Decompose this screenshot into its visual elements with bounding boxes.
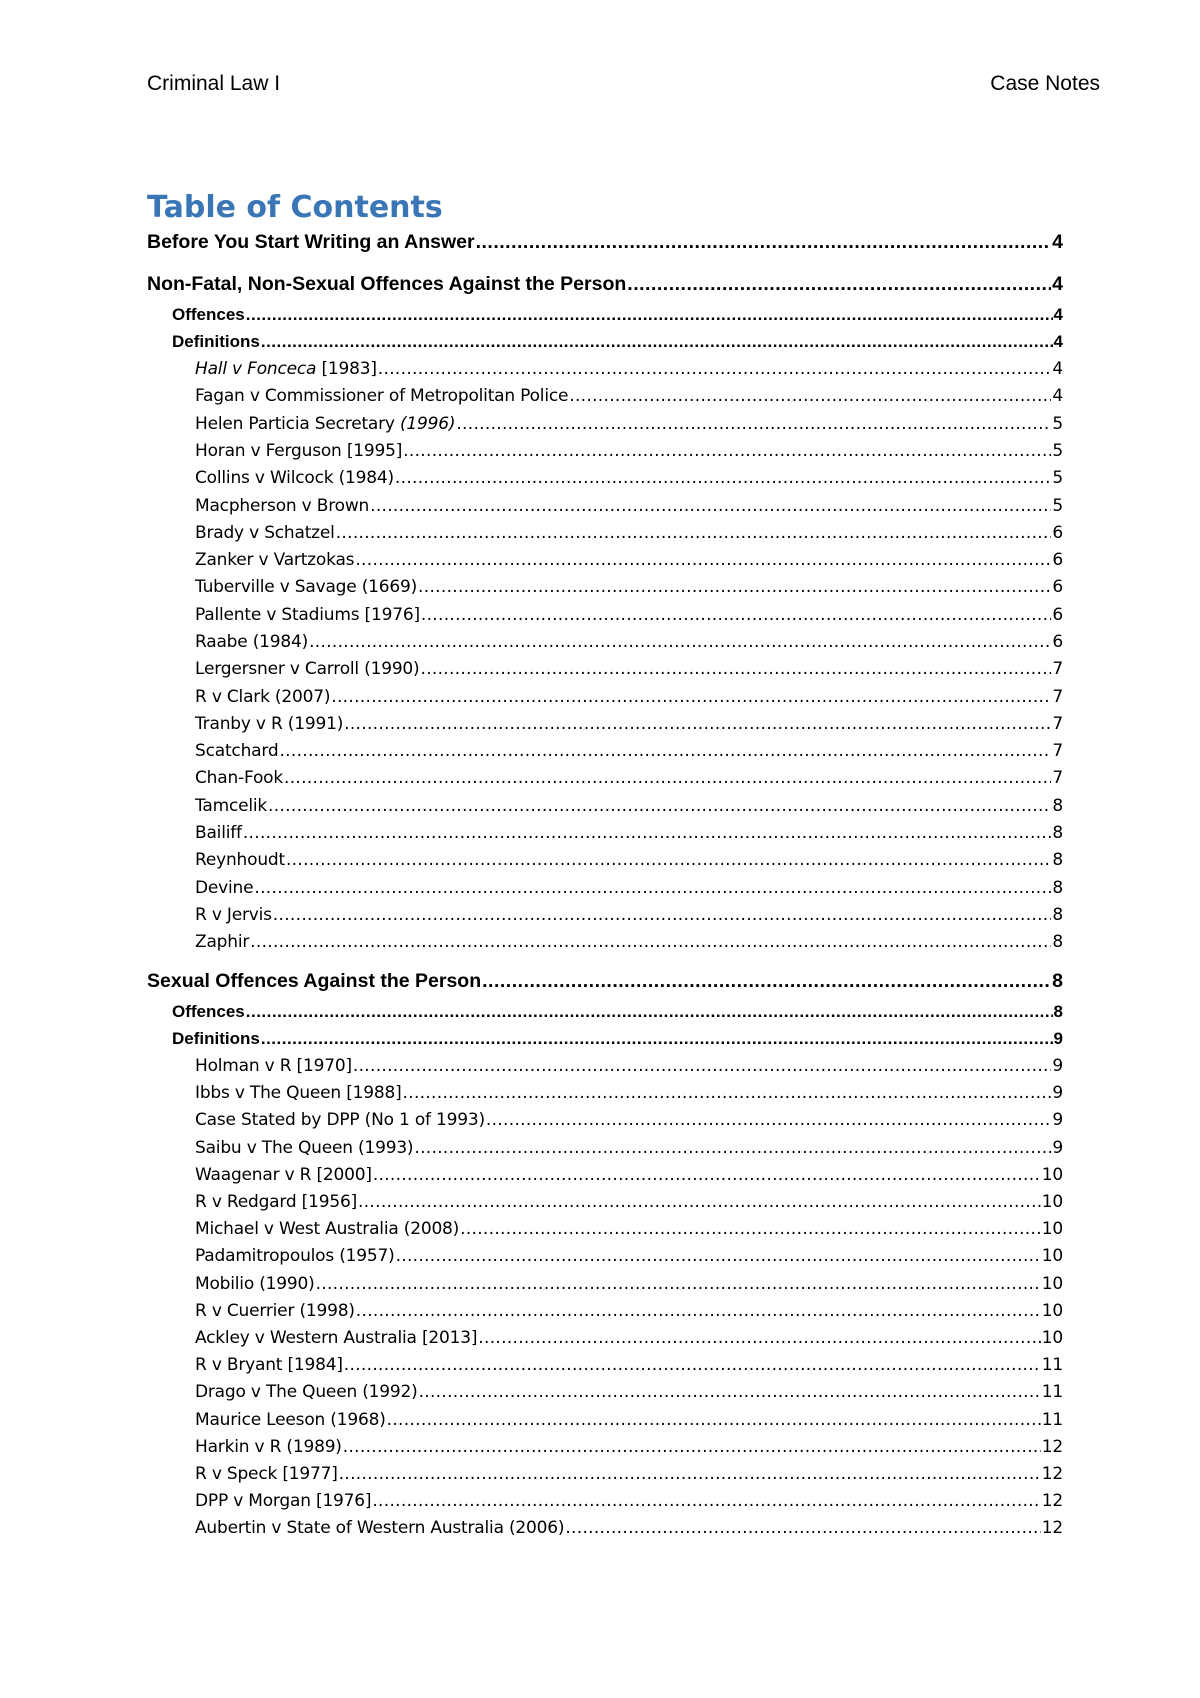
toc-entry[interactable]	[195, 1219, 1063, 1239]
toc-entry[interactable]	[195, 605, 1063, 625]
dot-leader	[419, 1382, 1041, 1402]
toc-entry-page-number: 7	[1052, 741, 1063, 761]
dot-leader	[284, 768, 1051, 788]
toc-entry[interactable]	[195, 768, 1063, 788]
toc-entry-text: Non-Fatal, Non-Sexual Offences Against the Person	[147, 273, 627, 295]
toc-entry-text: Mobilio (1990)	[195, 1274, 315, 1294]
toc-entry-text: Tranby v R (1991)	[195, 714, 344, 734]
toc-entry-title	[195, 1056, 352, 1076]
toc-entry[interactable]	[195, 550, 1063, 570]
toc-entry-text: R v Bryant [1984]	[195, 1355, 343, 1375]
toc-entry-page-number: 6	[1052, 605, 1063, 625]
toc-entry-title	[172, 1029, 260, 1049]
toc-entry-title	[195, 1110, 485, 1130]
toc-entry[interactable]	[195, 932, 1063, 952]
toc-entry-title	[195, 687, 330, 707]
toc-entry-text: Pallente v Stadiums [1976]	[195, 605, 420, 625]
toc-entry-title	[172, 1002, 245, 1022]
toc-entry-page-number: 11	[1041, 1355, 1063, 1375]
toc-entry-title	[195, 1518, 564, 1538]
toc-entry-page-number: 6	[1052, 577, 1063, 597]
toc-entry-page-number: 12	[1041, 1518, 1063, 1538]
toc-entry-title	[195, 577, 417, 597]
toc-entry-text: Tuberville v Savage (1669)	[195, 577, 418, 597]
toc-entry-text: Scatchard	[195, 741, 279, 761]
toc-entry-page-number: 6	[1052, 523, 1063, 543]
dot-leader	[395, 468, 1051, 488]
toc-entry[interactable]	[195, 1274, 1063, 1294]
toc-entry-text: Chan-Fook	[195, 768, 283, 788]
toc-entry-page-number: 9	[1052, 1056, 1063, 1076]
toc-entry[interactable]	[195, 1192, 1063, 1212]
toc-entry-text: Zaphir	[195, 932, 250, 952]
dot-leader	[344, 1355, 1041, 1375]
toc-entry[interactable]	[195, 1491, 1063, 1511]
toc-entry[interactable]	[195, 741, 1063, 761]
toc-entry[interactable]	[195, 523, 1063, 543]
toc-entry-page-number: 8	[1052, 932, 1063, 952]
toc-entry-text: DPP v Morgan [1976]	[195, 1491, 372, 1511]
toc-entry[interactable]	[195, 577, 1063, 597]
toc-entry-title	[147, 273, 626, 296]
toc-entry[interactable]	[195, 1110, 1063, 1130]
toc-entry[interactable]	[195, 905, 1063, 925]
dot-leader	[353, 1056, 1052, 1076]
toc-entry[interactable]	[195, 468, 1063, 488]
toc-entry-text: Collins v Wilcock (1984)	[195, 468, 394, 488]
dot-leader	[482, 970, 1051, 993]
toc-entry[interactable]	[195, 714, 1063, 734]
toc-entry-text: Zanker v Vartzokas	[195, 550, 355, 570]
toc-entry-page-number: 9	[1052, 1110, 1063, 1130]
toc-entry-title	[195, 850, 285, 870]
dot-leader	[356, 1301, 1041, 1321]
toc-entry-title	[195, 1355, 343, 1375]
toc-entry-page-number: 8	[1052, 878, 1063, 898]
dot-leader	[396, 1246, 1041, 1266]
toc-entry[interactable]	[195, 1518, 1063, 1538]
toc-entry-text: Ackley v Western Australia [2013]	[195, 1328, 478, 1348]
toc-entry[interactable]	[195, 1382, 1063, 1402]
dot-leader	[421, 605, 1051, 625]
toc-entry[interactable]	[195, 659, 1063, 679]
dot-leader	[250, 932, 1051, 952]
header-right: Case Notes	[990, 72, 1100, 95]
toc-entry[interactable]	[195, 1464, 1063, 1484]
toc-entry-title	[172, 305, 245, 325]
dot-leader	[279, 741, 1051, 761]
toc-entry[interactable]	[195, 1246, 1063, 1266]
toc-entry-text: Sexual Offences Against the Person	[147, 970, 482, 992]
toc-entry-title	[195, 1165, 372, 1185]
toc-entry[interactable]	[195, 796, 1063, 816]
toc-entry[interactable]	[195, 386, 1063, 406]
toc-entry[interactable]	[195, 1437, 1063, 1457]
toc-entry-page-number: 12	[1041, 1437, 1063, 1457]
toc-entry-page-number: 6	[1052, 550, 1063, 570]
toc-entry-page-number: 4	[1052, 359, 1063, 379]
toc-entry-page-number: 11	[1041, 1410, 1063, 1430]
toc-entry-text: Tamcelik	[195, 796, 268, 816]
toc-entry-page-number: 7	[1052, 659, 1063, 679]
toc-entry-title	[195, 932, 249, 952]
dot-leader	[246, 1002, 1053, 1022]
toc-entry-page-number: 5	[1052, 441, 1063, 461]
dot-leader	[478, 1328, 1040, 1348]
toc-entry-text: R v Clark (2007)	[195, 687, 331, 707]
toc-entry-text: Bailiff	[195, 823, 242, 843]
toc-entry-page-number: 7	[1052, 714, 1063, 734]
toc-entry[interactable]	[195, 1410, 1063, 1430]
toc-entry-title	[195, 632, 308, 652]
toc-entry-text: R v Redgard [1956]	[195, 1192, 358, 1212]
toc-entry-text: Saibu v The Queen (1993)	[195, 1138, 414, 1158]
toc-entry-title	[195, 605, 420, 625]
toc-entry-page-number: 10	[1041, 1246, 1063, 1266]
toc-entry-page-number: 8	[1052, 850, 1063, 870]
toc-entry-title	[195, 1437, 342, 1457]
toc-entry-title	[195, 550, 354, 570]
toc-entry[interactable]	[195, 1056, 1063, 1076]
toc-entry[interactable]	[195, 496, 1063, 516]
toc-entry[interactable]	[195, 1165, 1063, 1185]
toc-entry-title	[195, 1246, 395, 1266]
toc-entry-page-number: 11	[1041, 1382, 1063, 1402]
dot-leader	[569, 386, 1051, 406]
toc-entry-page-number: 12	[1041, 1491, 1063, 1511]
toc-entry-page-number: 10	[1041, 1165, 1063, 1185]
dot-leader	[456, 414, 1051, 434]
toc-entry[interactable]	[172, 332, 1063, 352]
toc-entry[interactable]	[172, 305, 1063, 325]
toc-entry-page-number: 8	[1053, 1002, 1063, 1021]
toc-entry-title	[195, 1274, 315, 1294]
toc-entry-title	[195, 523, 335, 543]
toc-entry[interactable]	[195, 441, 1063, 461]
toc-entry-title	[195, 741, 278, 761]
toc-entry-text: Hall v Fonceca	[195, 359, 317, 379]
toc-entry-text: R v Cuerrier (1998)	[195, 1301, 355, 1321]
toc-entry-title	[195, 1083, 402, 1103]
toc-entry-text: Devine	[195, 878, 254, 898]
toc-entry-title	[195, 878, 253, 898]
toc-entry-title	[195, 1138, 413, 1158]
toc-entry-text: Padamitropoulos (1957)	[195, 1246, 395, 1266]
toc-entry-text: Michael v West Australia (2008)	[195, 1219, 460, 1239]
toc-entry-suffix: (1996)	[400, 414, 456, 434]
dot-leader	[403, 1083, 1052, 1103]
dot-leader	[261, 332, 1053, 352]
toc-entry-page-number: 4	[1052, 273, 1063, 295]
toc-entry-text: Ibbs v The Queen [1988]	[195, 1083, 402, 1103]
toc-entry-page-number: 9	[1052, 1138, 1063, 1158]
toc-entry[interactable]	[195, 850, 1063, 870]
toc-entry-page-number: 8	[1052, 970, 1063, 992]
toc-entry-text: Helen Particia Secretary	[195, 414, 400, 434]
dot-leader	[268, 796, 1051, 816]
toc-entry-text: Lergersner v Carroll (1990)	[195, 659, 420, 679]
toc-entry-title	[172, 332, 260, 352]
dot-leader	[486, 1110, 1051, 1130]
toc-entry-title	[195, 1464, 338, 1484]
toc-entry-text: Macpherson v Brown	[195, 496, 370, 516]
toc-entry-text: Definitions	[172, 332, 260, 351]
toc-entry-page-number: 4	[1053, 332, 1063, 351]
toc-entry-page-number: 5	[1052, 414, 1063, 434]
header-left: Criminal Law I	[147, 72, 281, 95]
toc-entry-page-number: 8	[1052, 905, 1063, 925]
toc-entry-page-number: 5	[1052, 468, 1063, 488]
toc-entry-text: Harkin v R (1989)	[195, 1437, 342, 1457]
toc-entry[interactable]	[195, 1301, 1063, 1321]
dot-leader	[243, 823, 1052, 843]
toc-entry-page-number: 6	[1052, 632, 1063, 652]
toc-entry[interactable]	[195, 878, 1063, 898]
toc-entry[interactable]	[195, 823, 1063, 843]
dot-leader	[370, 496, 1051, 516]
toc-entry[interactable]	[195, 1328, 1063, 1348]
dot-leader	[414, 1138, 1051, 1158]
toc-entry-title	[195, 1328, 477, 1348]
toc-entry-title	[195, 823, 242, 843]
dot-leader	[254, 878, 1051, 898]
toc-entry-text: Aubertin v State of Western Australia (2006)	[195, 1518, 565, 1538]
toc-entry[interactable]	[195, 687, 1063, 707]
toc-entry[interactable]	[147, 231, 1063, 254]
toc-entry-page-number: 10	[1041, 1301, 1063, 1321]
toc-entry[interactable]	[195, 359, 1063, 379]
toc-entry-text: R v Speck [1977]	[195, 1464, 338, 1484]
toc-entry[interactable]	[147, 273, 1063, 296]
toc-entry-title	[195, 1219, 459, 1239]
toc-entry-page-number: 4	[1053, 305, 1063, 324]
toc-entry-title	[195, 1301, 355, 1321]
toc-entry-text: Raabe (1984)	[195, 632, 309, 652]
toc-entry-title	[147, 231, 475, 254]
toc-entry-page-number: 10	[1041, 1219, 1063, 1239]
toc-entry-title	[195, 414, 455, 434]
toc-entry-page-number: 9	[1053, 1029, 1063, 1048]
dot-leader	[355, 550, 1051, 570]
toc-entry-title	[195, 1491, 371, 1511]
dot-leader	[344, 714, 1051, 734]
toc-entry-page-number: 7	[1052, 687, 1063, 707]
toc-entry-text: Offences	[172, 305, 245, 324]
toc-entry-page-number: 10	[1041, 1328, 1063, 1348]
toc-entry-text: Case Stated by DPP (No 1 of 1993)	[195, 1110, 485, 1130]
toc-entry-page-number: 9	[1052, 1083, 1063, 1103]
dot-leader	[372, 1491, 1040, 1511]
dot-leader	[286, 850, 1051, 870]
toc-entry-text: Brady v Schatzel	[195, 523, 335, 543]
toc-entry-text: Reynhoudt	[195, 850, 285, 870]
toc-entry[interactable]	[172, 1029, 1063, 1049]
toc-entry-title	[195, 386, 568, 406]
dot-leader	[403, 441, 1051, 461]
toc-entry-title	[195, 441, 402, 461]
dot-leader	[273, 905, 1052, 925]
toc-entry-text: Maurice Leeson (1968)	[195, 1410, 386, 1430]
toc-entry-page-number: 8	[1052, 796, 1063, 816]
dot-leader	[378, 359, 1052, 379]
toc-entry-suffix: [1983]	[316, 359, 377, 379]
toc-entry-title	[195, 768, 283, 788]
dot-leader	[627, 273, 1051, 296]
toc-entry[interactable]	[195, 1083, 1063, 1103]
toc-entry-title	[195, 1192, 357, 1212]
toc-entry-page-number: 4	[1052, 386, 1063, 406]
dot-leader	[476, 231, 1052, 254]
toc-entry[interactable]	[147, 970, 1063, 993]
toc-entry[interactable]	[195, 414, 1063, 434]
toc-entry-text: Holman v R [1970]	[195, 1056, 352, 1076]
toc-entry-page-number: 8	[1052, 823, 1063, 843]
toc-entry-text: Fagan v Commissioner of Metropolitan Police	[195, 386, 569, 406]
toc-entry-title	[147, 970, 481, 993]
dot-leader	[387, 1410, 1041, 1430]
toc-entry-title	[195, 359, 377, 379]
dot-leader	[339, 1464, 1041, 1484]
dot-leader	[246, 305, 1053, 325]
dot-leader	[420, 659, 1051, 679]
dot-leader	[331, 687, 1051, 707]
toc-entry-text: Before You Start Writing an Answer	[147, 231, 475, 253]
toc-entry-text: R v Jervis	[195, 905, 272, 925]
dot-leader	[336, 523, 1052, 543]
toc-entry-title	[195, 468, 394, 488]
dot-leader	[316, 1274, 1041, 1294]
toc-entry-page-number: 12	[1041, 1464, 1063, 1484]
dot-leader	[309, 632, 1051, 652]
toc-entry-text: Horan v Ferguson [1995]	[195, 441, 403, 461]
toc-entry-page-number: 10	[1041, 1192, 1063, 1212]
toc-entry-title	[195, 796, 267, 816]
toc-entry-title	[195, 905, 272, 925]
toc-entry-text: Waagenar v R [2000]	[195, 1165, 372, 1185]
toc-entry-page-number: 10	[1041, 1274, 1063, 1294]
toc-title: Table of Contents	[147, 190, 443, 225]
dot-leader	[565, 1518, 1040, 1538]
dot-leader	[460, 1219, 1041, 1239]
toc-entry[interactable]	[195, 1138, 1063, 1158]
dot-leader	[261, 1029, 1053, 1049]
dot-leader	[343, 1437, 1041, 1457]
toc-entry-title	[195, 496, 369, 516]
toc-entry-text: Offences	[172, 1002, 245, 1021]
toc-entry[interactable]	[195, 632, 1063, 652]
toc-entry-page-number: 5	[1052, 496, 1063, 516]
toc-entry-title	[195, 1382, 418, 1402]
toc-entry[interactable]	[172, 1002, 1063, 1022]
toc-entry-page-number: 4	[1052, 231, 1063, 253]
toc-entry-title	[195, 714, 343, 734]
toc-entry-title	[195, 659, 419, 679]
toc-entry-page-number: 7	[1052, 768, 1063, 788]
toc-entry-title	[195, 1410, 386, 1430]
dot-leader	[418, 577, 1051, 597]
dot-leader	[358, 1192, 1041, 1212]
toc-entry[interactable]	[195, 1355, 1063, 1375]
toc-entry-text: Drago v The Queen (1992)	[195, 1382, 418, 1402]
toc-entry-text: Definitions	[172, 1029, 260, 1048]
dot-leader	[373, 1165, 1041, 1185]
